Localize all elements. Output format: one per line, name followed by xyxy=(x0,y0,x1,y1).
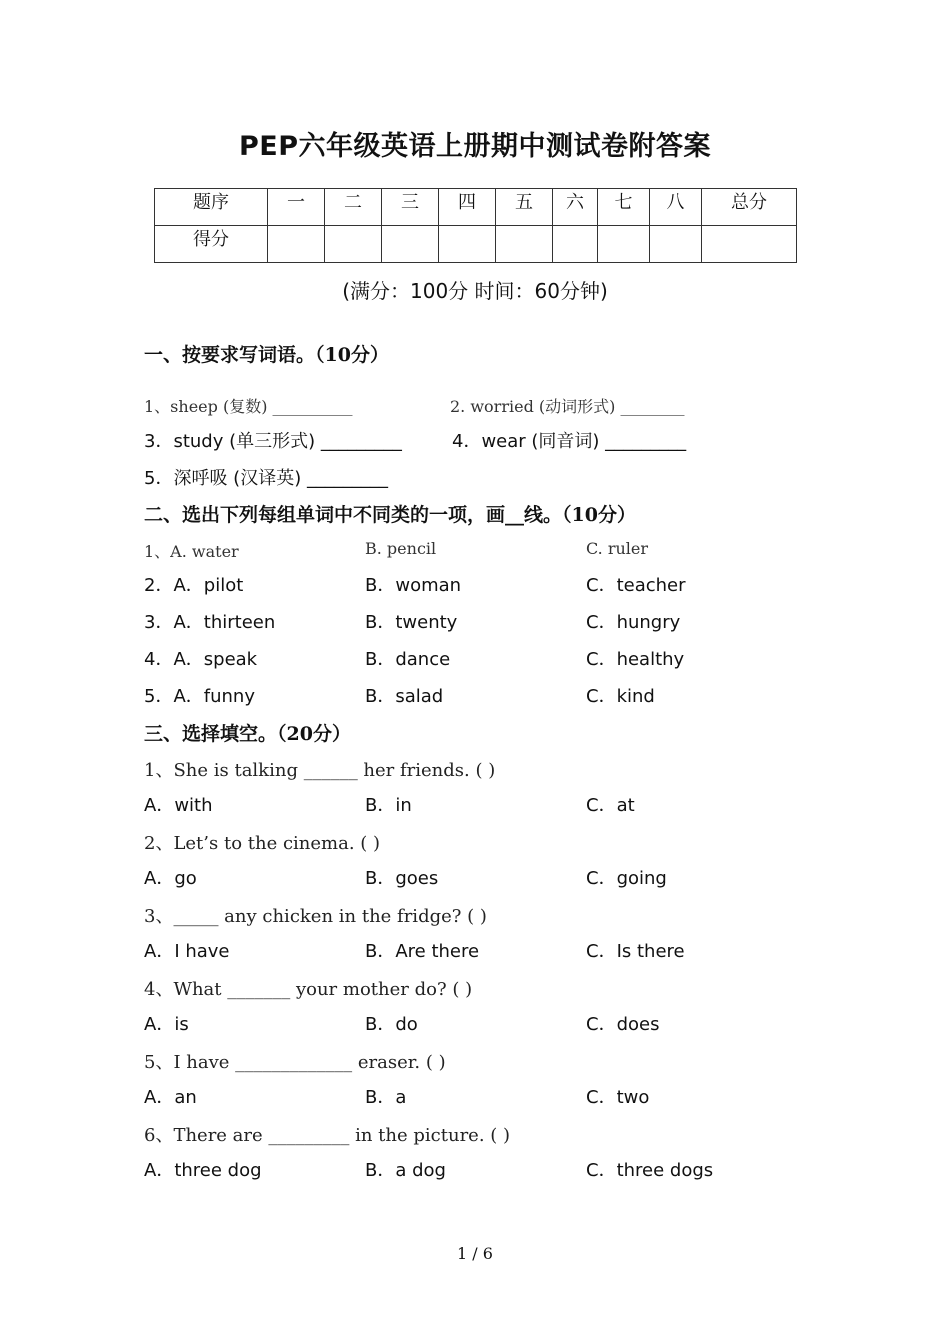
table-header-cell: 题序 xyxy=(155,189,268,226)
s2-row-1-a: 1、A. water xyxy=(144,542,239,561)
s2-row-4-c: C．healthy xyxy=(586,649,685,670)
s2-row-5-c: C．kind xyxy=(586,686,655,707)
s3-q3-option-c: C．Is there xyxy=(586,941,685,962)
s3-question-4: 4、What _______ your mother do? ( ) xyxy=(144,979,473,1000)
s2-row-2-c: C．teacher xyxy=(586,575,686,596)
score-table xyxy=(154,188,797,263)
table-header-cell: 三 xyxy=(382,189,439,226)
s2-row-1-b: B. pencil xyxy=(365,539,437,558)
table-header-cell: 一 xyxy=(268,189,325,226)
page-number: 1 / 6 xyxy=(457,1244,493,1263)
s3-question-5: 5、I have _____________ eraser. ( ) xyxy=(144,1052,446,1073)
score-cell[interactable] xyxy=(268,226,325,263)
s2-row-2-b: B．woman xyxy=(365,575,462,596)
s3-question-2: 2、Let’s to the cinema. ( ) xyxy=(144,833,381,854)
s3-q3-option-b: B．Are there xyxy=(365,941,480,962)
page-title: PEP六年级英语上册期中测试卷附答案 xyxy=(238,131,712,162)
score-cell[interactable] xyxy=(325,226,382,263)
s3-q2-option-a: A．go xyxy=(144,868,197,889)
table-header-cell: 总分 xyxy=(702,189,797,226)
table-header-cell: 六 xyxy=(553,189,598,226)
score-table-score-row xyxy=(155,226,797,263)
full-score-note: (满分：100分 时间：60分钟) xyxy=(342,279,608,303)
s1-question-2: 2. worried (动词形式) ________ xyxy=(450,397,685,416)
score-cell[interactable] xyxy=(598,226,650,263)
table-header-cell: 二 xyxy=(325,189,382,226)
s3-q6-option-c: C．three dogs xyxy=(586,1160,714,1181)
s3-q4-option-a: A．is xyxy=(144,1014,189,1035)
score-cell[interactable] xyxy=(439,226,496,263)
s2-row-3-b: B．twenty xyxy=(365,612,458,633)
score-table-header-row xyxy=(155,189,797,226)
s2-row-4-a: 4．A．speak xyxy=(144,649,258,670)
s3-q5-option-b: B．a xyxy=(365,1087,407,1108)
section-1-heading: 一、按要求写词语。（10分） xyxy=(144,344,389,366)
section-2-heading: 二、选出下列每组单词中不同类的一项，画__线。（10分） xyxy=(144,504,636,526)
s3-q1-option-b: B．in xyxy=(365,795,412,816)
score-cell[interactable] xyxy=(702,226,797,263)
s3-q6-option-a: A．three dog xyxy=(144,1160,262,1181)
s2-row-2-a: 2．A．pilot xyxy=(144,575,244,596)
s2-row-3-c: C．hungry xyxy=(586,612,681,633)
s2-row-5-b: B．salad xyxy=(365,686,444,707)
score-cell[interactable] xyxy=(553,226,598,263)
s2-row-5-a: 5．A．funny xyxy=(144,686,255,707)
s1-question-3: 3．study (单三形式) _________ xyxy=(144,431,402,452)
s1-question-4: 4．wear (同音词) _________ xyxy=(452,431,687,452)
s3-q5-option-c: C．two xyxy=(586,1087,650,1108)
s3-question-3: 3、_____ any chicken in the fridge? ( ) xyxy=(144,906,487,927)
s3-q5-option-a: A．an xyxy=(144,1087,197,1108)
s2-row-3-a: 3．A．thirteen xyxy=(144,612,276,633)
table-header-cell: 四 xyxy=(439,189,496,226)
score-cell[interactable] xyxy=(382,226,439,263)
s3-question-6: 6、There are _________ in the picture. ( ) xyxy=(144,1125,511,1146)
table-header-cell: 七 xyxy=(598,189,650,226)
s1-question-5: 5．深呼吸 (汉译英) _________ xyxy=(144,468,388,489)
s1-question-1: 1、sheep (复数) __________ xyxy=(144,397,353,416)
s2-row-4-b: B．dance xyxy=(365,649,451,670)
score-cell[interactable] xyxy=(496,226,553,263)
s3-q1-option-a: A．with xyxy=(144,795,213,816)
section-3-heading: 三、选择填空。（20分） xyxy=(144,723,351,745)
s3-q6-option-b: B．a dog xyxy=(365,1160,446,1181)
score-cell[interactable] xyxy=(650,226,702,263)
s3-q3-option-a: A．I have xyxy=(144,941,230,962)
s3-q4-option-c: C．does xyxy=(586,1014,660,1035)
s3-q4-option-b: B．do xyxy=(365,1014,418,1035)
s3-q1-option-c: C．at xyxy=(586,795,635,816)
s3-q2-option-b: B．goes xyxy=(365,868,439,889)
table-header-cell: 五 xyxy=(496,189,553,226)
score-row-label: 得分 xyxy=(155,226,268,263)
s3-question-1: 1、She is talking ______ her friends. ( ) xyxy=(144,760,496,781)
s2-row-1-c: C. ruler xyxy=(586,539,649,558)
table-header-cell: 八 xyxy=(650,189,702,226)
s3-q2-option-c: C．going xyxy=(586,868,667,889)
